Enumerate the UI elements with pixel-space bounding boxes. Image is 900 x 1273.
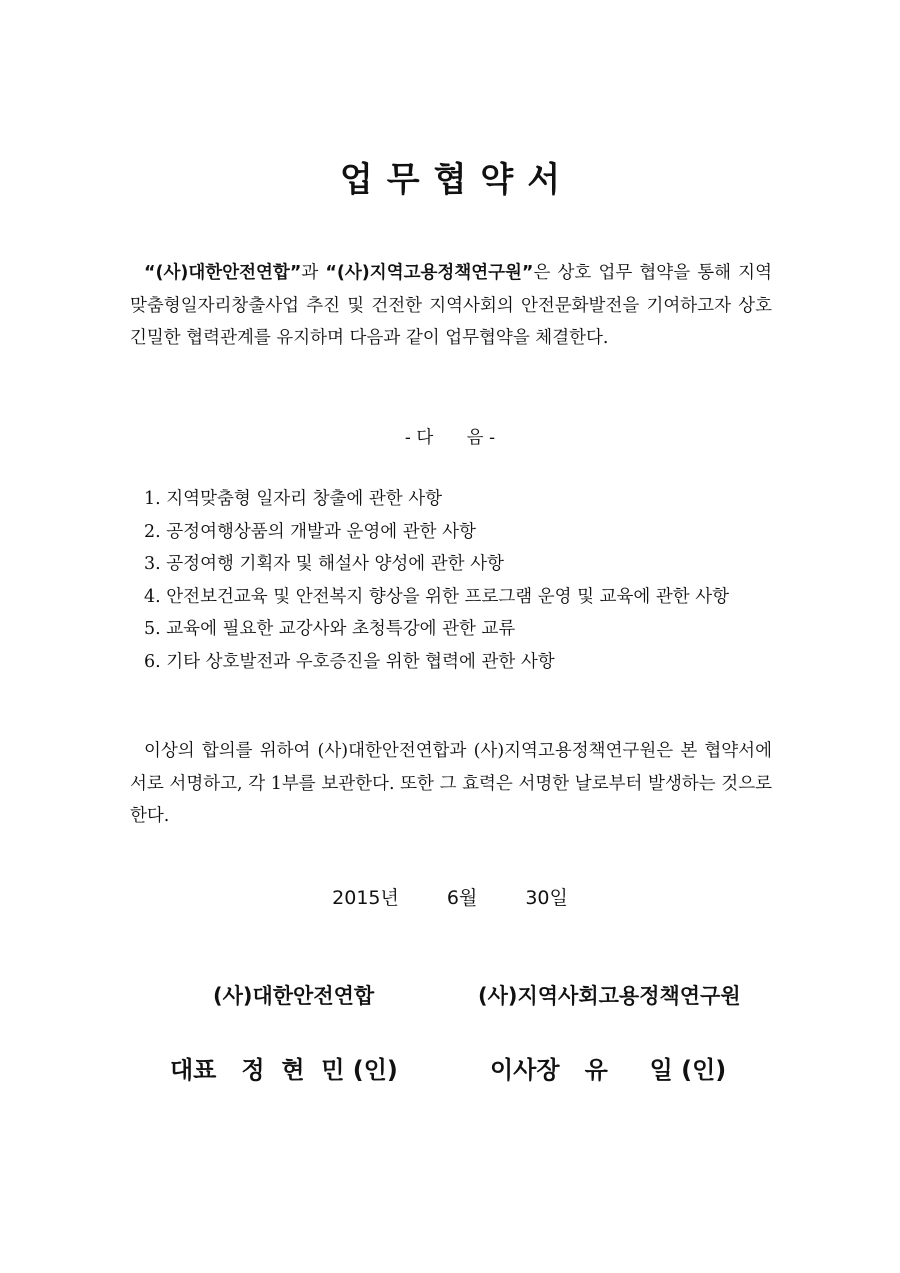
date-month: 6월 (446, 887, 478, 909)
party-right-rep: 이사장 유 일 (인) (490, 1056, 727, 1084)
intro-paragraph (130, 257, 772, 355)
agreement-items-list (130, 483, 772, 678)
intro-org2: “(사)지역고용정책연구원” (325, 263, 534, 283)
closing-paragraph: 이상의 합의를 위하여 (사)대한안전연합과 (사)지역고용정책연구원은 본 협약서에 서로 서명하고, 각 1부를 보관한다. 또한 그 효력은 서명한 날로부터 발생하는 것으로 한다. (130, 741, 772, 826)
date-year: 2015년 (332, 887, 399, 909)
signing-date (0, 883, 900, 910)
intro-conjunction: 과 (301, 263, 326, 283)
list-item: 2. 공정여행상품의 개발과 운영에 관한 사항 (144, 521, 476, 542)
intro-org1: “(사)대한안전연합” (144, 263, 302, 283)
party-left-rep: 대표 정 현 민 (인) (170, 1056, 398, 1084)
list-item: 3. 공정여행 기획자 및 해설사 양성에 관한 사항 (144, 554, 504, 574)
list-item: 5. 교육에 필요한 교강사와 초청특강에 관한 교류 (144, 619, 516, 639)
list-item: 4. 안전보건교육 및 안전복지 향상을 위한 프로그램 운영 및 교육에 관한 사항 (144, 586, 730, 607)
list-item: 6. 기타 상호발전과 우호증진을 위한 협력에 관한 사항 (144, 651, 555, 672)
party-left-org: (사)대한안전연합 (213, 984, 375, 1008)
document-title: 업무협약서 (339, 160, 575, 200)
party-right-org: (사)지역사회고용정책연구원 (478, 984, 741, 1008)
section-heading-daeum: - 다 음 - (404, 428, 496, 448)
list-item: 1. 지역맞춤형 일자리 창출에 관한 사항 (144, 489, 443, 509)
intro-rest: 은 상호 업무 협약을 통해 지역맞춤형일자리창출사업 추진 및 건전한 지역사회의 안전문화발전을 기여하고자 상호 긴밀한 협력관계를 유지하며 다음과 같이 업무협약을 체결한다. (130, 263, 772, 348)
date-day: 30일 (525, 887, 568, 909)
